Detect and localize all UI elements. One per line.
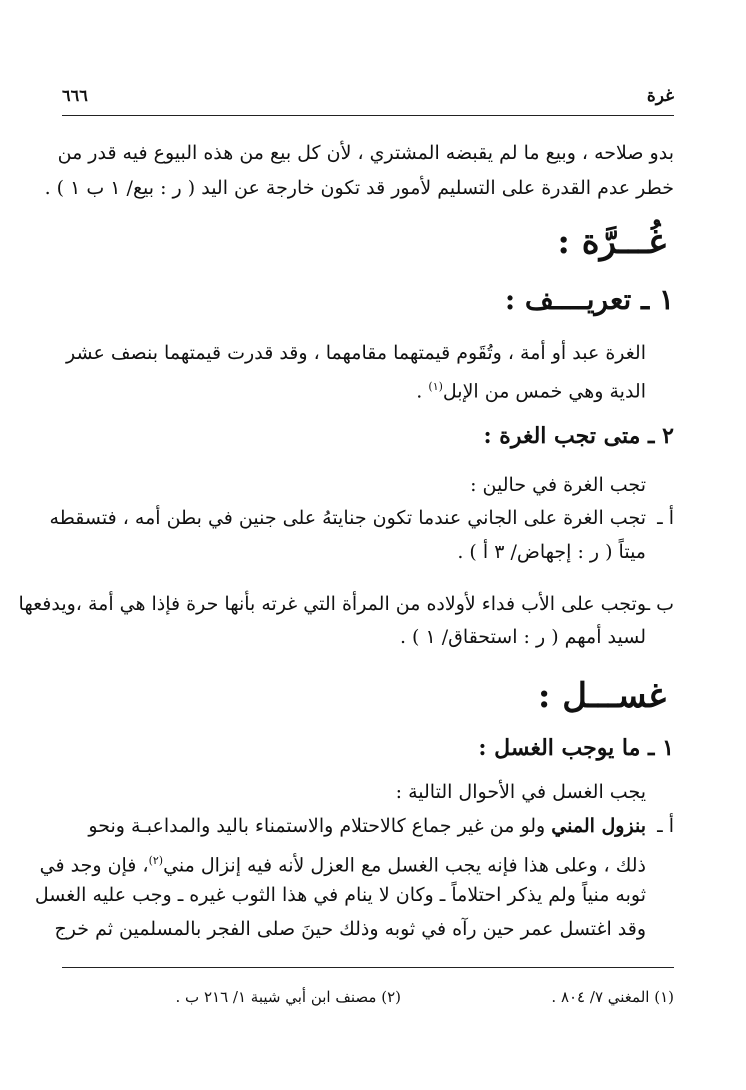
ghusl-a-bold-term: بنزول المني [551, 815, 646, 837]
bullet-label-b: ب ـ [644, 593, 674, 615]
footnote-rule [62, 967, 674, 968]
definition-line-2 [62, 372, 646, 406]
ghusl-a-line-1 [62, 811, 646, 841]
ghusl-a-line-1-text: ولو من غير جماع كالاحتلام والاستمناء باليد والمداعبـة ونحو [88, 815, 552, 837]
case-a-line-1: تجب الغرة على الجاني عندما تكون جنايتهُ على جنين في بطن أمه ، فتسقطه [49, 507, 646, 529]
when-intro: تجب الغرة في حالين : [470, 474, 646, 496]
definition-line-2-text: الدية وهي خمس من الإبل [442, 380, 646, 403]
bullet-label-a: أ ـ [657, 507, 674, 529]
entry-title-ghurra: غُـــرَّة : [557, 222, 666, 262]
section-title-when: ٢ ـ متى تجب الغرة : [483, 423, 674, 449]
ghusl-a-line-4: وقد اغتسل عمر حين رآه في ثوبه وذلك حينَ صلى الفجر بالمسلمين ثم خرج [54, 918, 646, 940]
case-b-line-1: وتجب على الأب فداء لأولاده من المرأة التي غرته بأنها حرة فإذا هي أمة ،ويدفعها [18, 593, 646, 615]
case-a-line-2: ميتاً ( ر : إجهاض/ ٣ أ ) . [457, 541, 646, 563]
ghusl-a-line-2 [39, 846, 646, 880]
causes-intro: يجب الغسل في الأحوال التالية : [395, 781, 646, 803]
definition-line-1: الغرة عبد أو أمة ، وتُقَوم قيمتهما مقامهما ، وقد قدرت قيمتهما بنصف عشر [66, 342, 646, 364]
intro-line-2: خطر عدم القدرة على التسليم لأمور قد تكون خارجة عن اليد ( ر : بيع/ ١ ب ١ ) . [44, 177, 674, 199]
entry-title-ghusl: غســـل : [537, 676, 666, 716]
ghusl-a-line-2-end: ، فإن وجد في [39, 854, 149, 877]
page-number: ٦٦٦ [62, 86, 88, 105]
intro-line-1: بدو صلاحه ، وبيع ما لم يقبضه المشتري ، لأن كل بيع من هذه البيوع فيه قدر من [57, 142, 674, 164]
case-b-line-2: لسيد أمهم ( ر : استحقاق/ ١ ) . [399, 626, 646, 648]
running-header-title: غرة [646, 86, 674, 106]
section-title-definition: ١ ـ تعريــــف : [504, 283, 674, 316]
ghusl-a-line-3: ثوبه منياً ولم يذكر احتلاماً ـ وكان لا ينام في هذا الثوب غيره ـ وجب عليه الغسل [34, 884, 646, 906]
header-rule [62, 115, 674, 116]
section-title-causes: ١ ـ ما يوجب الغسل : [478, 735, 674, 761]
bullet-label-ghusl-a: أ ـ [657, 815, 674, 837]
definition-line-2-end: . [416, 380, 429, 403]
footnote-2: (٢) مصنف ابن أبي شيبة ١/ ٢١٦ ب . [175, 988, 401, 1006]
footnote-ref-2: (٢) [148, 854, 164, 867]
ghusl-a-line-2-text: ذلك ، وعلى هذا فإنه يجب الغسل مع العزل لأنه فيه إنزال مني [163, 854, 646, 877]
footnote-ref-1: (١) [428, 380, 443, 393]
footnote-1: (١) المغني ٧/ ٨٠٤ . [551, 988, 674, 1006]
